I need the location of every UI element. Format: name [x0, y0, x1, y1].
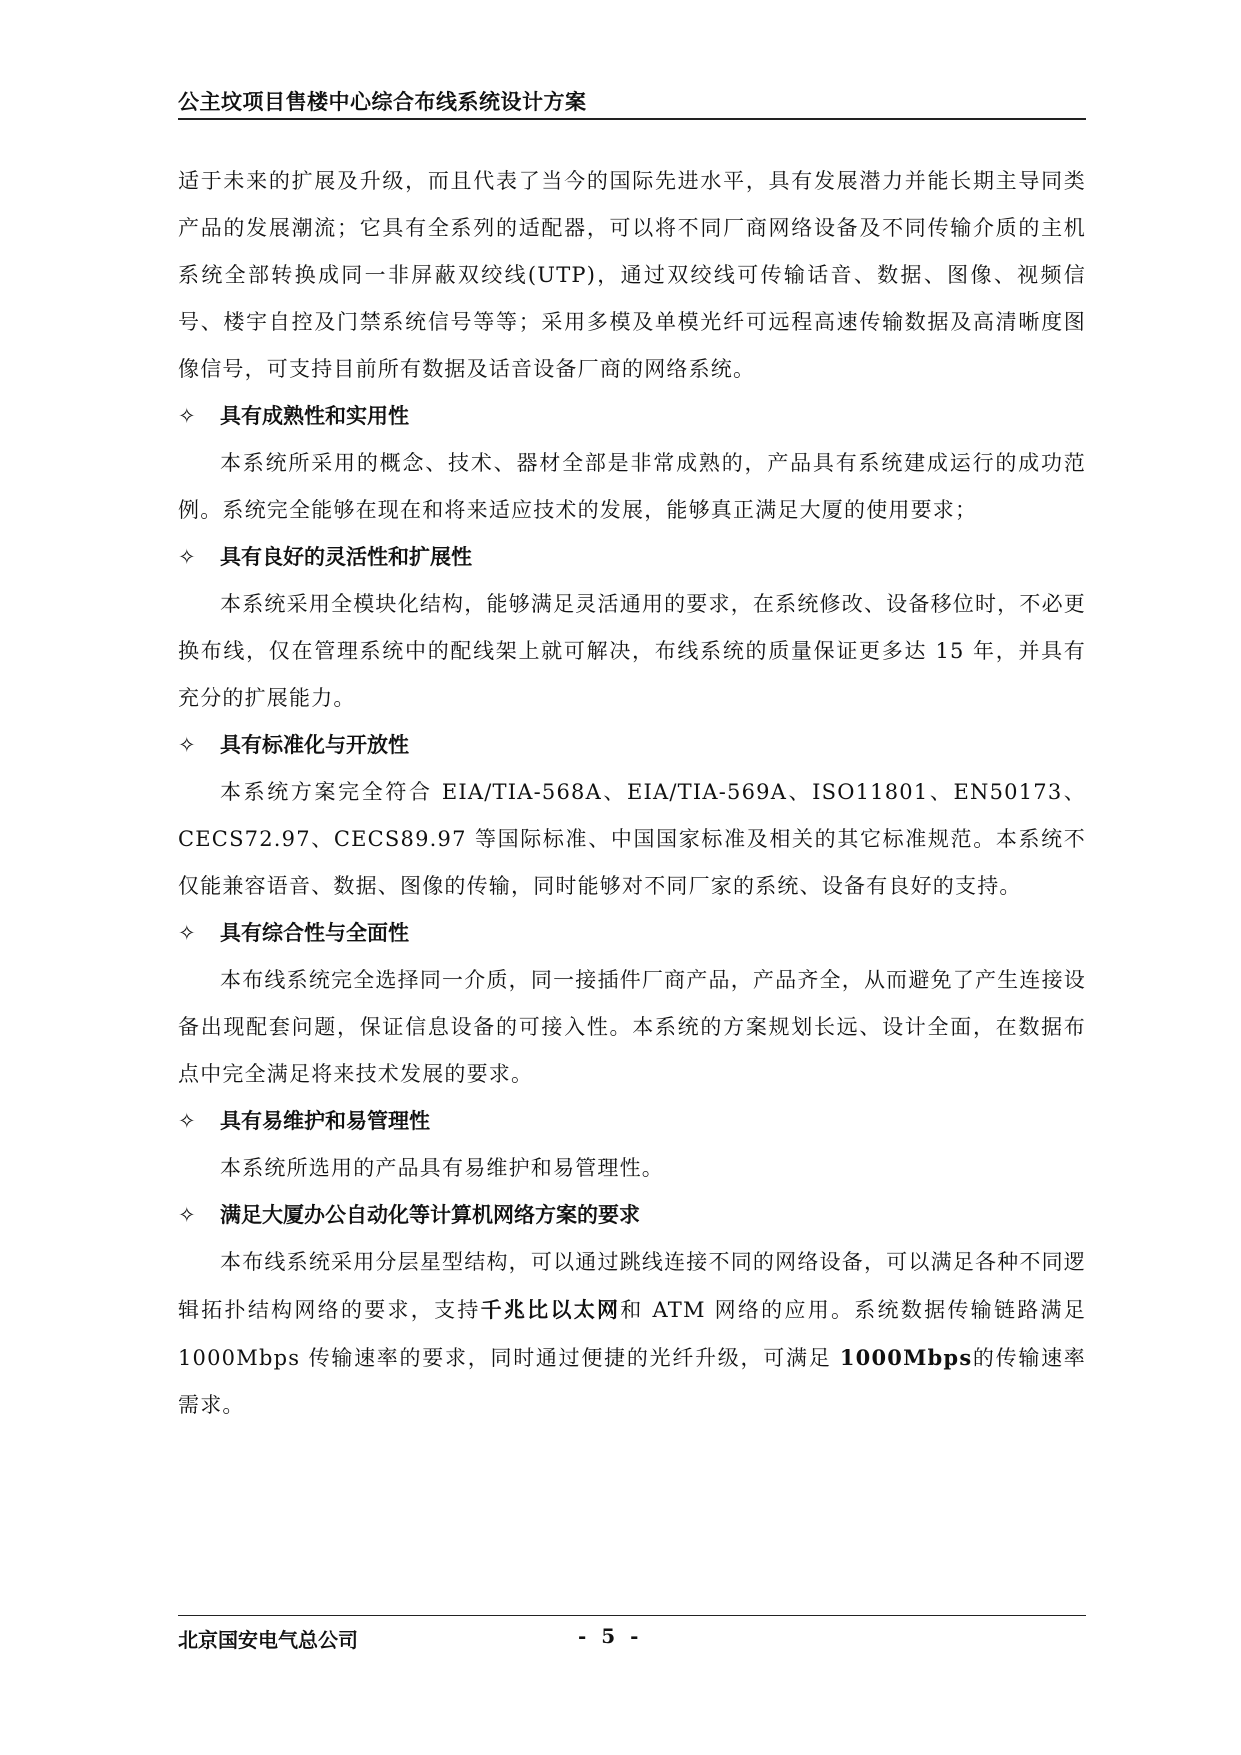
heading-text: 具有综合性与全面性	[220, 921, 409, 945]
heading-text: 具有成熟性和实用性	[220, 404, 409, 428]
heading-text: 具有良好的灵活性和扩展性	[220, 545, 472, 569]
body-text: 的传输速率需求。	[178, 1346, 1087, 1417]
section-body-flexibility: 本系统采用全模块化结构，能够满足灵活通用的要求，在系统修改、设备移位时，不必更换布线，仅在管理系统中的配线架上就可解决，布线系统的质量保证更多达 15 年，并具有充分的扩展能力。	[178, 592, 1086, 710]
section-body-comprehensive: 本布线系统完全选择同一介质，同一接插件厂商产品，产品齐全，从而避免了产生连接设备出现配套问题，保证信息设备的可接入性。本系统的方案规划长远、设计全面，在数据布点中完全满足将来技术发展的要求。	[178, 968, 1086, 1086]
document-body	[178, 158, 1086, 1429]
section-heading-office-automation	[178, 1192, 1086, 1239]
emphasis-1000mbps: 1000Mbps	[839, 1345, 973, 1370]
section-heading-standards	[178, 722, 1086, 769]
diamond-bullet-icon: ✧	[178, 404, 196, 428]
page-number: - 5 -	[578, 1624, 643, 1648]
emphasis-gigabit-ethernet: 千兆比以太网	[480, 1297, 621, 1322]
section-body-office-automation	[178, 1239, 1086, 1429]
heading-text: 满足大厦办公自动化等计算机网络方案的要求	[220, 1203, 640, 1227]
section-body-standards: 本系统方案完全符合 EIA/TIA-568A、EIA/TIA-569A、ISO11801、EN50173、CECS72.97、CECS89.97 等国际标准、中国国家标准及相关的其它标准规范。本系统不仅能兼容语音、数据、图像的传输，同时能够对不同厂家的系统、设备有良好的支持。	[178, 780, 1086, 898]
intro-paragraph: 适于未来的扩展及升级，而且代表了当今的国际先进水平，具有发展潜力并能长期主导同类产品的发展潮流；它具有全系列的适配器，可以将不同厂商网络设备及不同传输介质的主机系统全部转换成同一非屏蔽双绞线(UTP)，通过双绞线可传输话音、数据、图像、视频信号、楼宇自控及门禁系统信号等等；采用多模及单模光纤可远程高速传输数据及高清晰度图像信号，可支持目前所有数据及话音设备厂商的网络系统。	[178, 169, 1086, 381]
footer-company: 北京国安电气总公司	[178, 1628, 358, 1652]
diamond-bullet-icon: ✧	[178, 1109, 196, 1133]
page-header	[178, 84, 1086, 120]
heading-text: 具有易维护和易管理性	[220, 1109, 430, 1133]
section-heading-comprehensive	[178, 910, 1086, 957]
section-body-maturity: 本系统所采用的概念、技术、器材全部是非常成熟的，产品具有系统建成运行的成功范例。系统完全能够在现在和将来适应技术的发展，能够真正满足大厦的使用要求；	[178, 451, 1086, 522]
section-heading-flexibility	[178, 534, 1086, 581]
section-heading-maintenance	[178, 1098, 1086, 1145]
section-body-maintenance: 本系统所选用的产品具有易维护和易管理性。	[220, 1156, 664, 1180]
diamond-bullet-icon: ✧	[178, 921, 196, 945]
body-text: 本布线系统采用分层星型结构，可以通过跳线连接不同的网络设备，可以满足各种不同逻辑拓扑结构网络的要求，支持	[178, 1250, 1086, 1322]
diamond-bullet-icon: ✧	[178, 545, 196, 569]
heading-text: 具有标准化与开放性	[220, 733, 409, 757]
body-text: 和 ATM 网络的应用。系统数据传输链路满足 1000Mbps 传输速率的要求，同时通过便捷的光纤升级，可满足	[178, 1298, 1086, 1370]
diamond-bullet-icon: ✧	[178, 1203, 196, 1227]
document-title: 公主坟项目售楼中心综合布线系统设计方案	[178, 90, 587, 114]
section-heading-maturity	[178, 393, 1086, 440]
page-footer	[178, 1615, 1086, 1654]
diamond-bullet-icon: ✧	[178, 733, 196, 757]
